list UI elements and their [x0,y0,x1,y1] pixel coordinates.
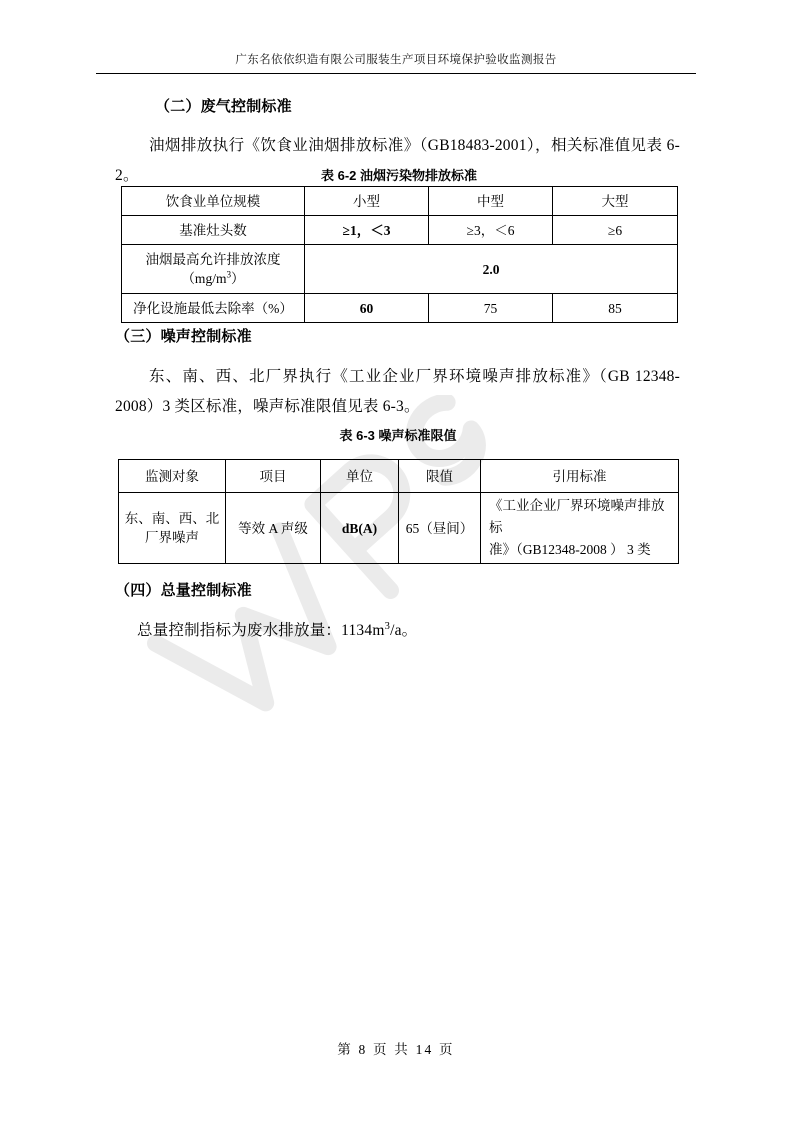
cell-object [119,493,226,564]
page-footer: 第 8 页 共 14 页 [337,1042,455,1057]
column-header-citation: 引用标准 [481,460,679,493]
table-6-3 [118,459,679,564]
object-line-1: 东、南、西、北 [124,511,220,526]
cell-unit: dB(A) [321,493,399,564]
cell-row-label: 净化设施最低去除率（%） [122,294,305,323]
column-header-item: 项目 [226,460,321,493]
table-6-2 [121,186,678,323]
cell-medium: 中型 [429,187,553,216]
cell-large: 85 [553,294,678,323]
section-heading-air-quality: （二）废气控制标准 [155,98,292,115]
paragraph-noise: 东、南、西、北厂界执行《工业企业厂界环境噪声排放标准》（GB 12348-2008）3 类区标准，噪声标准限值见表 6-3。 [115,368,680,415]
cell-row-label-concentration [122,245,305,294]
table-row [122,245,678,294]
cell-small: 60 [305,294,429,323]
citation-line-1: 《工业企业厂界环境噪声排放标 [489,498,665,535]
cell-medium: ≥3，＜6 [429,216,553,245]
label-line-2: $(mg/m^3)$ [181,269,245,286]
label-line-1: 油烟最高允许排放浓度 [145,252,281,267]
table-header-row [119,460,679,493]
cell-row-label: 基准灶头数 [122,216,305,245]
table-row [119,493,679,564]
column-header-limit: 限值 [399,460,481,493]
running-header: 广东名依依织造有限公司服装生产项目环境保护验收监测报告 [235,54,557,66]
table-6-2-caption: 表 6-2 油烟污染物排放标准 [320,168,477,183]
paragraph-total-control [115,616,680,646]
total-text-prefix: 总量控制指标为废水排放量：1134m [137,622,385,639]
total-text-suffix: /a。 [390,622,418,639]
cell-large: ≥6 [553,216,678,245]
cell-row-label: 饮食业单位规模 [122,187,305,216]
table-row [122,216,678,245]
citation-line-2: 准》（GB12348-2008 ） 3 类 [489,542,651,557]
cell-limit: 65（昼间） [399,493,481,564]
section-heading-total-control: （四）总量控制标准 [115,582,252,599]
header-rule [96,73,696,74]
table-row [122,294,678,323]
cell-medium: 75 [429,294,553,323]
object-line-2: 厂界噪声 [145,530,199,545]
cell-large: 大型 [553,187,678,216]
column-header-object: 监测对象 [119,460,226,493]
total-text-sup: 3 [384,620,391,632]
cell-citation [481,493,679,564]
cell-small: ≥1，＜3 [305,216,429,245]
cell-item: 等效 A 声级 [226,493,321,564]
table-row [122,187,678,216]
cell-merged-concentration-value: 2.0 [305,245,678,294]
column-header-unit: 单位 [321,460,399,493]
cell-small: 小型 [305,187,429,216]
table-6-3-caption: 表 6-3 噪声标准限值 [339,428,457,443]
paragraph-air-quality: 油烟排放执行《饮食业油烟排放标准》（GB18483-2001），相关标准值见表 6-2。 [115,137,680,184]
section-heading-noise: （三）噪声控制标准 [115,328,252,345]
